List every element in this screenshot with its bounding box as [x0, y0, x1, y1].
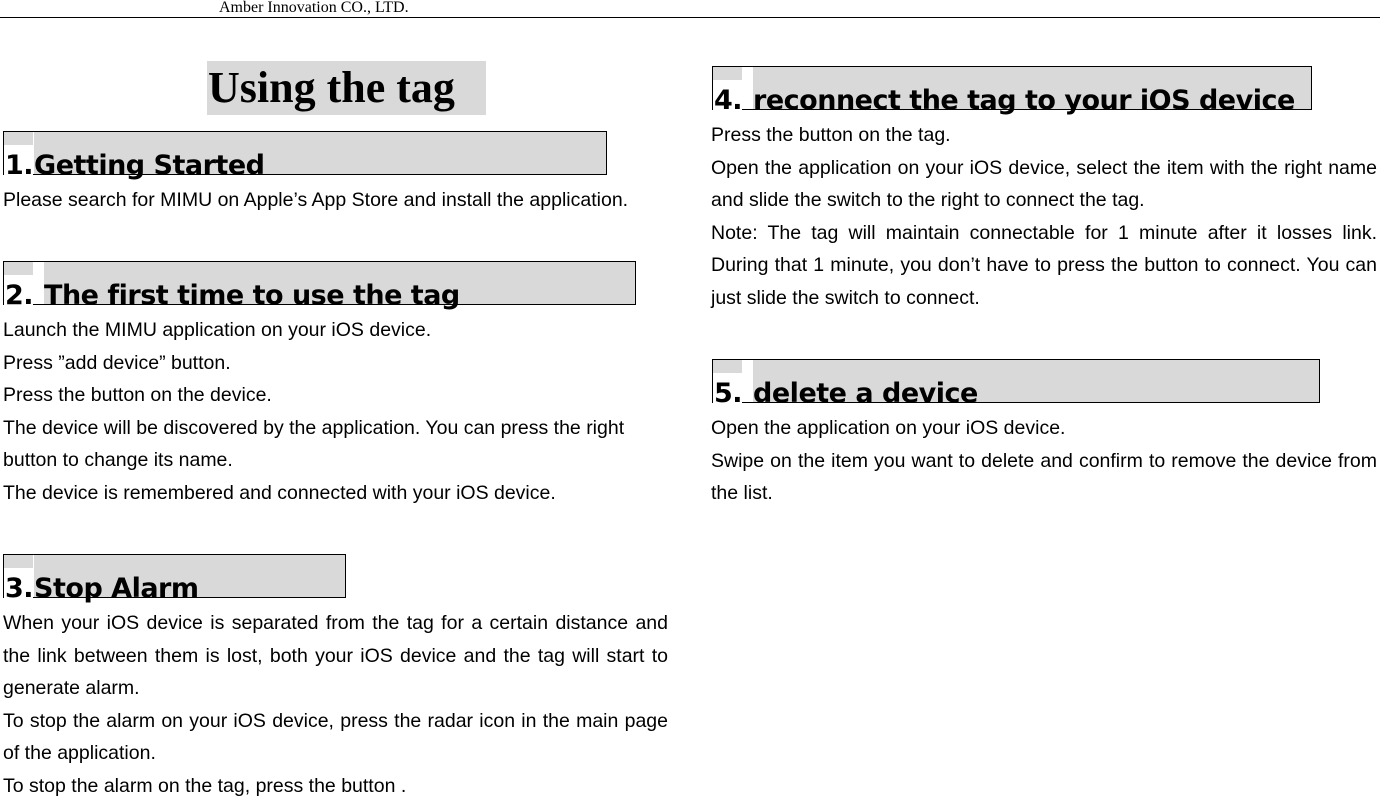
section-2-number: 2.	[4, 275, 33, 317]
section-1-title: Getting Started	[34, 150, 264, 181]
running-header: Amber Innovation CO., LTD.	[219, 0, 409, 16]
section-3-heading	[3, 554, 346, 598]
page-title: Using the tag	[207, 61, 486, 115]
section-5-paragraph-2: Swipe on the item you want to delete and confirm to remove the device from the list.	[711, 445, 1377, 510]
section-3-paragraph-3: To stop the alarm on the tag, press the button .	[3, 770, 668, 802]
section-2-body	[3, 314, 668, 509]
section-4-number: 4.	[713, 80, 742, 122]
section-2-paragraph-3: Press the button on the device.	[3, 379, 668, 412]
section-5-body	[711, 412, 1377, 510]
section-2-paragraph-2: Press ”add device” button.	[3, 347, 668, 380]
section-5-number: 5.	[713, 373, 742, 415]
section-4-body	[711, 119, 1377, 314]
section-5-paragraph-1: Open the application on your iOS device.	[711, 412, 1377, 445]
section-2-paragraph-5: The device is remembered and connected with your iOS device.	[3, 477, 668, 510]
section-2-paragraph-1: Launch the MIMU application on your iOS device.	[3, 314, 668, 347]
section-3-title: Stop Alarm	[34, 573, 198, 604]
header-rule	[0, 17, 1380, 18]
section-5-heading	[712, 359, 1320, 403]
section-5-title: delete a device	[753, 378, 978, 409]
section-3-paragraph-2: To stop the alarm on your iOS device, press the radar icon in the main page of the application.	[3, 705, 668, 770]
section-3-body	[3, 607, 668, 802]
section-2-title: The first time to use the tag	[44, 280, 460, 311]
section-1-number: 1.	[4, 145, 33, 187]
section-1-body	[3, 184, 668, 217]
section-4-paragraph-2: Open the application on your iOS device, select the item with the right name and slide the switch to the right to connect the tag.	[711, 152, 1377, 217]
section-1-paragraph-1: Please search for MIMU on Apple’s App Store and install the application.	[3, 184, 668, 217]
section-4-paragraph-3: Note: The tag will maintain connectable for 1 minute after it losses link. During that 1 minute, you don’t have to press the button to connect. You can just slide the switch to connect.	[711, 217, 1377, 315]
section-4-paragraph-1: Press the button on the tag.	[711, 119, 1377, 152]
section-1-heading	[3, 131, 607, 175]
section-3-number: 3.	[4, 568, 33, 610]
section-2-heading	[3, 261, 636, 305]
section-4-heading	[712, 66, 1312, 110]
section-3-paragraph-1: When your iOS device is separated from the tag for a certain distance and the link between them is lost, both your iOS device and the tag will start to generate alarm.	[3, 607, 668, 705]
section-4-title: reconnect the tag to your iOS device	[753, 85, 1295, 116]
section-2-paragraph-4: The device will be discovered by the application. You can press the right button to change its name.	[3, 412, 668, 477]
